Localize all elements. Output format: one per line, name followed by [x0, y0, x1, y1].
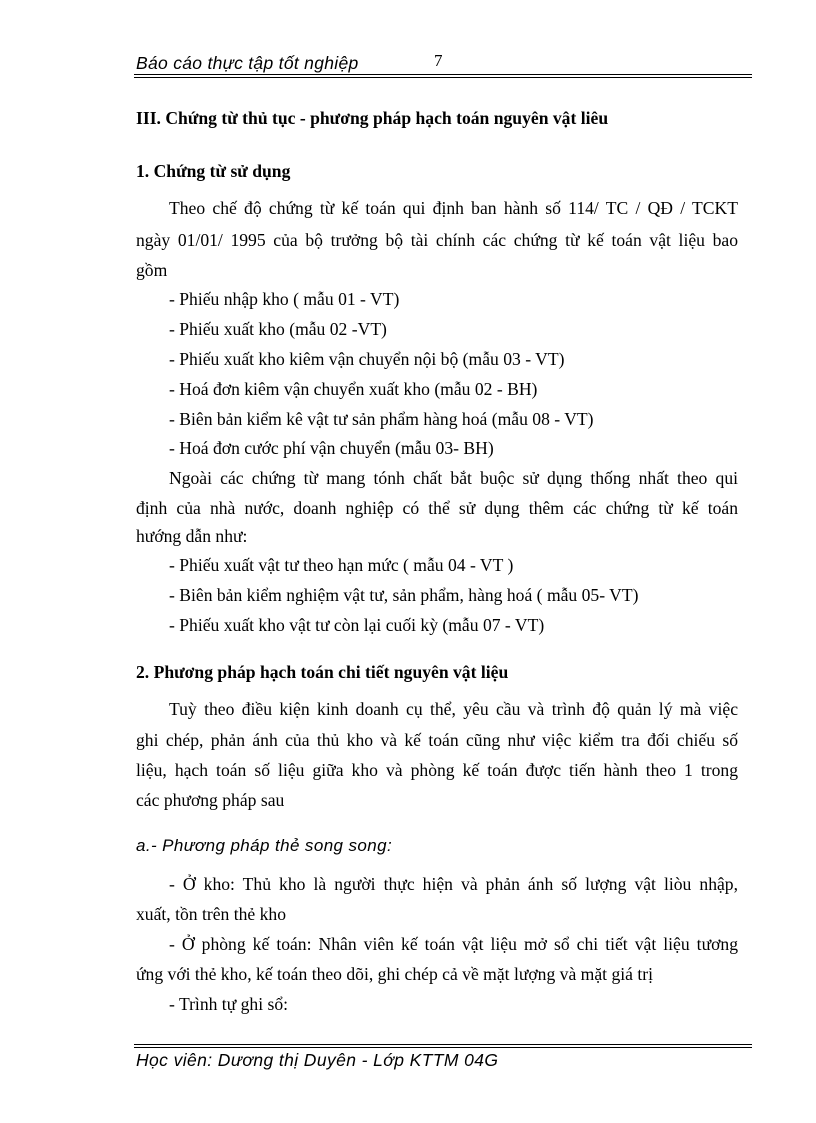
section-title: III. Chứng từ thủ tục - phương pháp hạch toán nguyên vật liêu [136, 108, 609, 128]
sub3-p1-line: - Ở kho: Thủ kho là người thực hiện và phản ánh số lượng vật liòu nhập, [169, 874, 738, 894]
list-item: - Phiếu xuất kho kiêm vận chuyển nội bộ (mẫu 03 - VT) [169, 349, 565, 369]
footer-rule-bottom [134, 1047, 752, 1048]
header-rule-top [134, 74, 752, 75]
page-header [134, 50, 754, 76]
sub3-p2-line: - Ở phòng kế toán: Nhân viên kế toán vật liệu mở sổ chi tiết vật liệu tương [169, 934, 738, 954]
list-item: - Phiếu xuất kho (mẫu 02 -VT) [169, 319, 387, 339]
sub1-other-line: Ngoài các chứng từ mang tónh chất bắt buộc sử dụng thống nhất theo qui [169, 468, 738, 488]
sub1-intro-line: ngày 01/01/ 1995 của bộ trưởng bộ tài chính các chứng từ kế toán vật liệu bao [136, 230, 738, 250]
sub3-p3: - Trình tự ghi sổ: [169, 994, 289, 1014]
sub3-p1-line: xuất, tồn trên thẻ kho [136, 904, 287, 924]
sub2-line: Tuỳ theo điều kiện kinh doanh cụ thể, yêu cầu và trình độ quản lý mà việc [169, 699, 738, 719]
header-rule-bottom [134, 77, 752, 78]
sub1-other-line: hướng dẫn như: [136, 526, 248, 546]
sub1-intro-line: Theo chế độ chứng từ kế toán qui định ban hành số 114/ TC / QĐ / TCKT [169, 198, 738, 218]
sub1-other-line: định của nhà nước, doanh nghiệp có thể sử dụng thêm các chứng từ kế toán [136, 498, 738, 518]
sub3-heading: a.- Phương pháp thẻ song song: [136, 836, 393, 855]
list-item: - Phiếu xuất vật tư theo hạn mức ( mẫu 04 - VT ) [169, 555, 514, 575]
header-title: Báo cáo thực tập tốt nghiệp [136, 53, 359, 73]
sub2-heading: 2. Phương pháp hạch toán chi tiết nguyên vật liệu [136, 662, 509, 682]
sub2-line: các phương pháp sau [136, 790, 285, 810]
page-footer: Học viên: Dương thị Duyên - Lớp KTTM 04G [136, 1050, 499, 1070]
list-item: - Hoá đơn cước phí vận chuyển (mẫu 03- BH) [169, 438, 494, 458]
page-number: 7 [434, 51, 443, 70]
list-item: - Biên bản kiểm nghiệm vật tư, sản phẩm, hàng hoá ( mẫu 05- VT) [169, 585, 639, 605]
list-item: - Phiếu xuất kho vật tư còn lại cuối kỳ (mẫu 07 - VT) [169, 615, 545, 635]
sub1-intro-line: gồm [136, 260, 168, 280]
sub2-line: liệu, hạch toán số liệu giữa kho và phòng kế toán được tiến hành theo 1 trong [136, 760, 738, 780]
list-item: - Hoá đơn kiêm vận chuyển xuất kho (mẫu 02 - BH) [169, 379, 538, 399]
sub1-heading: 1. Chứng từ sử dụng [136, 161, 291, 181]
footer-rule-top [134, 1044, 752, 1045]
sub3-p2-line: ứng với thẻ kho, kế toán theo dõi, ghi chép cả về mặt lượng và mặt giá trị [136, 964, 653, 984]
list-item: - Phiếu nhập kho ( mẫu 01 - VT) [169, 289, 400, 309]
list-item: - Biên bản kiểm kê vật tư sản phẩm hàng hoá (mẫu 08 - VT) [169, 409, 594, 429]
sub2-line: ghi chép, phản ánh của thủ kho và kế toán cũng như việc kiểm tra đối chiếu số [136, 730, 738, 750]
